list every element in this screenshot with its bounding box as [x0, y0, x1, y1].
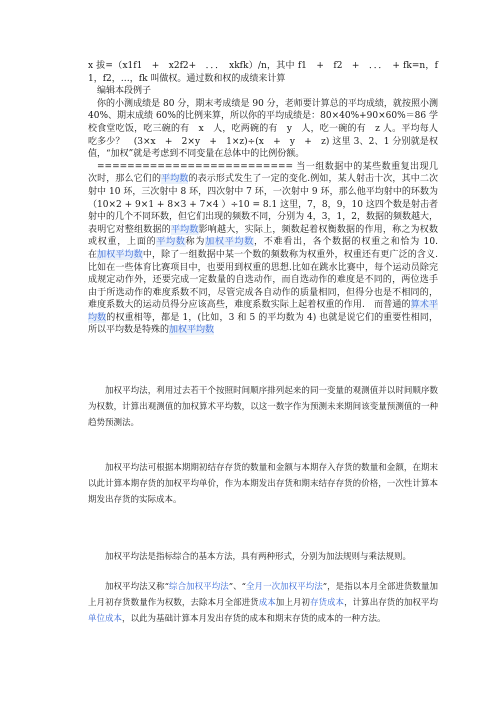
text-run: 加权平均法又称“ [105, 582, 170, 592]
link-inventory-cost[interactable]: 存货成本 [309, 598, 345, 608]
section-inventory-cost [88, 460, 438, 508]
text-run: 的表示形式发生了一定的变化.例如，某人射击十次，其中二次射中 10 环，三次射中 8 环，四次射中 7 环，一次射中 9 环，那么他平均射中的环数为 （10×2 + 9×1 + 8×3 + 7×4 ）÷10 = 8.1 这里，7，8，9，10 这四个数是射击者射中的几个不同环数，但它们出现的频数不同，分别为 4，3，1，2，数据的频数越大，表明它对整组数据的 [88, 174, 448, 235]
section-heading-example: 编辑本段例子 [97, 86, 152, 97]
link-weighted-average[interactable]: 加权平均数 [97, 249, 143, 260]
link-average[interactable]: 平均数 [170, 224, 199, 235]
link-monthly-weighted-average[interactable]: 全月一次加权平均法 [246, 582, 323, 592]
link-weighted-average[interactable]: 加权平均数 [169, 325, 215, 336]
paragraph: 加权平均法可根据本期期初结存存货的数量和金额与本期存入存货的数量和金额，在期末以此计算本期存货的加权平均单价，作为本期发出存货和期末结存存货的价格，一次性计算本期发出存货的实际成本。 [88, 463, 438, 505]
text-run: ，不难看出，各个数据的权重之和恰为 10. 在 [88, 237, 456, 260]
paragraph: 加权平均法是指标综合的基本方法，具有两种形式，分别为加法规则与乘法规则。 [105, 552, 412, 562]
link-average[interactable]: 平均数 [161, 174, 189, 185]
link-unit-cost[interactable]: 单位成本 [88, 614, 123, 624]
top-text-block [88, 60, 456, 337]
link-cost[interactable]: 成本 [258, 598, 276, 608]
example-paragraph-1: 你的小测成绩是 80 分，期末考成绩是 90 分，老师要计算总的平均成绩，就按照小测 40%、期末成绩 60%的比例来算，所以你的平均成绩是：80×40%+90×60%＝86 学校食堂吃饭，吃三碗的有 x 人，吃两碗的有 y 人，吃一碗的有 z 人。平均每人吃多少？ (3×x + 2×y + 1×z)÷(x + y + z) 这里 3、2、1 分别就是权值，“加权”就是考虑到不同变量在总体中的比例份额。 [88, 98, 438, 160]
example-paragraph-2 [88, 161, 456, 337]
link-arithmetic-mean[interactable]: 算术平均数 [88, 300, 438, 323]
text-run: 的权重相等，都是 1，(比如，3 和 5 的平均数为 4) 也就是说它们的重要性相同，所以平均数是特殊的 [88, 312, 438, 336]
link-weighted-average[interactable]: 加权平均数 [205, 237, 255, 248]
text-run: ，以此为基础计算本月发出存货的成本和期末存货的成本的一种方法。 [122, 614, 386, 624]
section-composite-indicator [88, 549, 438, 565]
text-run: 称为 [185, 237, 206, 248]
text-run: ”，是指以本月全部进货数量加上月初存货数量作为权数，去除本月全部进货 [88, 582, 438, 608]
text-run: ”、“ [228, 582, 246, 592]
paragraph: 加权平均法，利用过去若干个按照时间顺序排列起来的同一变量的观测值并以时间顺序数为权数，计算出观测值的加权算术平均数，以这一数字作为预测未来期间该变量预测值的一种趋势预测法。 [88, 386, 438, 428]
section-trend-forecast [88, 383, 438, 431]
text-run: ========================== 当一组数据中的某些数重复出现几次时，那么它们的 [88, 161, 438, 185]
text-run: 中，除了一组数据中某一个数的频数称为权重外，权重还有更广泛的含义. 比如在一些体育比赛项目中，也要用到权重的思想.比如在跳水比赛中，每个运动员除完成规定动作外，还要完成一定数量的自选动作，而自选动作的难度是不同的，两位选手由于所选动作的难度系数不同，尽管完成各自动作的质量相同，但得分也是不相同的，难度系数大的运动员得分应该高些，难度系数实际上起着权重的作用. 而普通的 [88, 249, 447, 311]
paragraph [88, 579, 438, 627]
section-monthly-weighted [88, 579, 438, 627]
text-run: ，计算出存货的加权平均 [344, 598, 438, 608]
link-average[interactable]: 平均数 [156, 237, 186, 248]
link-composite-weighted-average[interactable]: 综合加权平均法 [169, 582, 229, 592]
text-run: 加上月初 [275, 598, 310, 608]
text-run: 影响越大，实际上，频数起着权衡数据的作用，称之为权数或权重，上面的 [88, 224, 438, 248]
formula-line: x 拔=（x1f1 + x2f2+ ．．． xkfk）/n，其中 f1 + f2 + ．．． + fk=n，f1，f2，…，fk 叫做权。通过数和权的成绩来计算 [88, 61, 438, 84]
